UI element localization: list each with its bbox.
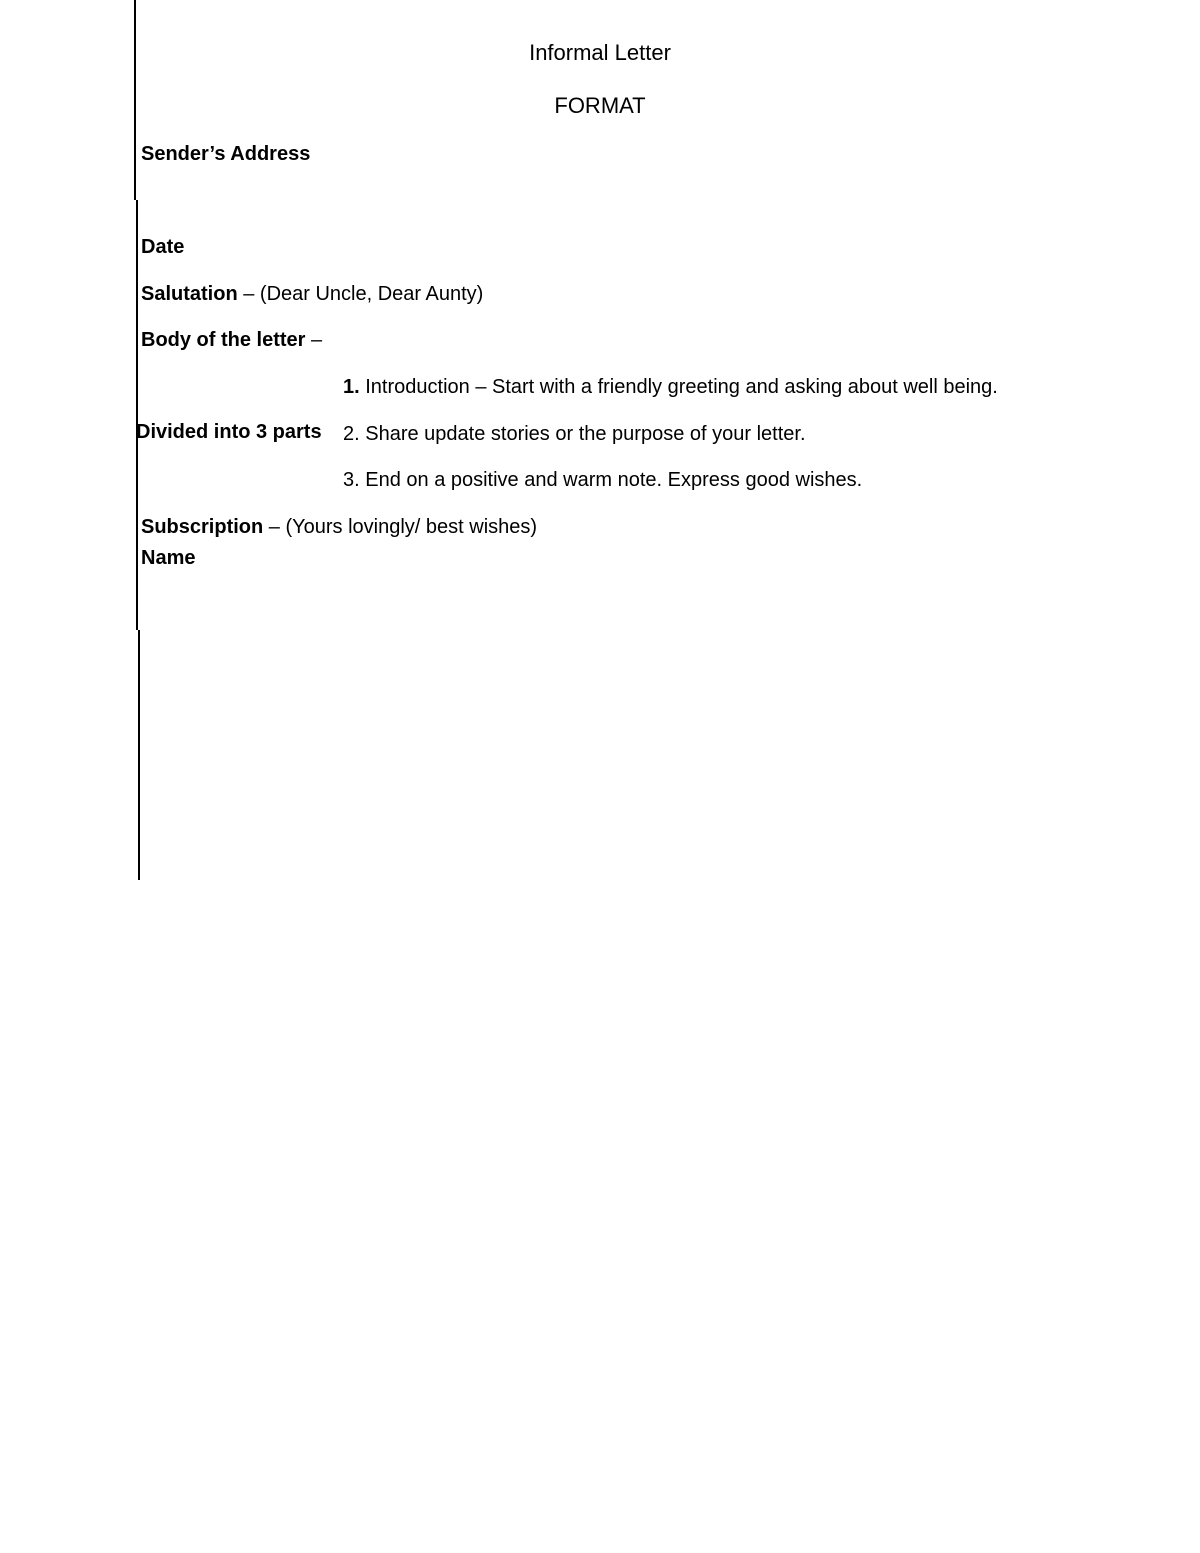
document-title: Informal Letter: [529, 40, 671, 65]
salutation-dash: –: [237, 283, 260, 305]
document-subtitle: FORMAT: [554, 93, 646, 118]
subscription-example: (Yours lovingly/ best wishes): [285, 516, 538, 538]
body-part-2: [343, 422, 806, 446]
body-label: Body of the letter: [141, 329, 306, 351]
subscription-dash: –: [263, 516, 286, 538]
name-heading: Name: [141, 547, 196, 569]
body-part-3: [343, 468, 862, 492]
part-number: 2.: [343, 423, 360, 445]
part-text: Introduction – Start with a friendly greeting and asking about well being.: [359, 376, 998, 398]
subscription-line: [141, 515, 537, 539]
left-margin-rule: [138, 630, 140, 880]
body-side-note: Divided into 3 parts: [136, 421, 322, 443]
body-heading-line: [141, 328, 322, 352]
salutation-line: [141, 282, 483, 306]
subscription-label: Subscription: [141, 516, 264, 538]
body-dash: –: [305, 329, 323, 351]
part-number: 3.: [343, 469, 360, 491]
salutation-label: Salutation: [141, 283, 238, 305]
salutation-example: (Dear Uncle, Dear Aunty): [259, 283, 484, 305]
part-number: 1.: [343, 376, 360, 398]
part-text: End on a positive and warm note. Express good wishes.: [359, 469, 863, 491]
senders-address-heading: Sender’s Address: [141, 143, 311, 165]
part-text: Share update stories or the purpose of your letter.: [359, 423, 806, 445]
left-margin-rule: [136, 200, 138, 630]
body-part-1: [343, 375, 998, 399]
date-heading: Date: [141, 236, 185, 258]
